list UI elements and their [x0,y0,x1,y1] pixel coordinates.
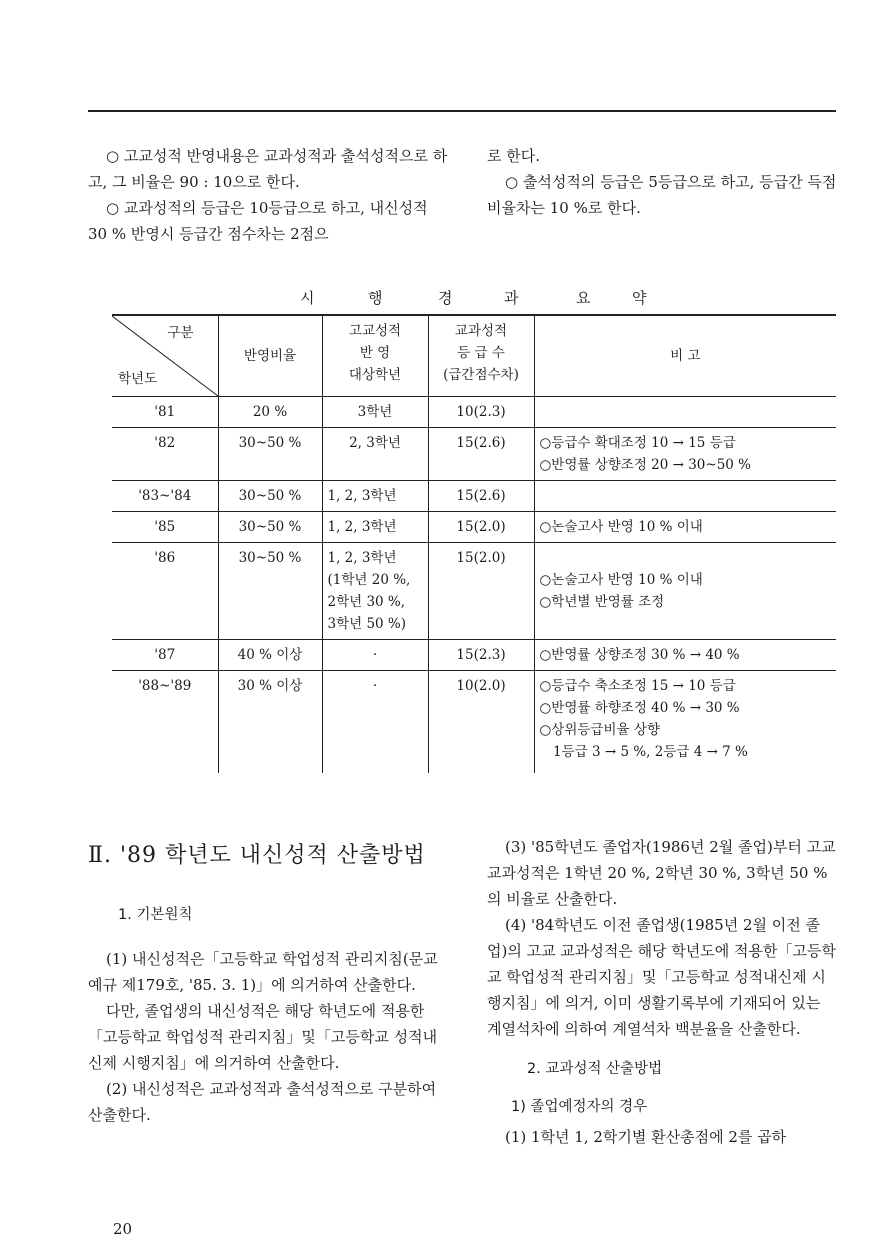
header-gubun: 구분 [167,325,194,341]
top-rule [88,110,836,112]
cell-target: 1, 2, 3학년 [322,481,428,512]
header-line: 반 영 [359,345,391,361]
header-line: 고교성적 [348,323,402,339]
cell-ratio: 30 % 이상 [218,671,322,774]
target-line: (1학년 20 %, [327,572,411,588]
cell-target: 3학년 [322,397,428,428]
cell-target: 1, 2, 3학년 [322,512,428,543]
table-row [112,397,836,428]
note-line: ○반영률 상향조정 30 % → 40 % [539,647,740,663]
subsection-heading: 1) 졸업예정자의 경우 [511,1099,648,1115]
cell-note [534,428,836,481]
cell-year: '86 [112,543,218,640]
cell-grade: 15(2.6) [428,428,534,481]
intro-right-column [487,143,837,221]
header-ratio: 반영비율 [218,315,322,397]
note-line: ○반영률 하향조정 40 % → 30 % [539,700,740,716]
body-paragraph: (2) 내신성적은 교과성적과 출석성적으로 구분하여 산출한다. [88,1080,437,1124]
body-paragraph: (3) '85학년도 졸업자(1986년 2월 졸업)부터 고교 교과성적은 1학년 20 %, 2학년 30 %, 3학년 50 %의 비율로 산출한다. [487,838,836,908]
note-line: 1등급 3 → 5 %, 2등급 4 → 7 % [553,744,748,760]
cell-note [534,512,836,543]
table-title-char: 경 [438,289,455,307]
table-title-char: 요 [576,289,593,307]
left-body-column [88,902,443,1128]
table-row [112,481,836,512]
intro-paragraph: ○ 교과성적의 등급은 10등급으로 하고, 내신성적 30 % 반영시 등급간 점수차는 2점으 [88,199,428,243]
cell-ratio: 30~50 % [218,512,322,543]
note-line: ○논술고사 반영 10 % 이내 [539,519,703,535]
note-line: ○반영률 상향조정 20 → 30~50 % [539,457,752,473]
diagonal-header-cell [112,315,218,397]
cell-ratio: 30~50 % [218,543,322,640]
subsection-heading: 2. 교과성적 산출방법 [527,1061,663,1077]
header-line: 교과성적 [454,323,508,339]
cell-target: 2, 3학년 [322,428,428,481]
cell-grade: 15(2.0) [428,543,534,640]
cell-note [534,640,836,671]
cell-target [322,543,428,640]
cell-year: '88~'89 [112,671,218,774]
note-line: ○상위등급비율 상향 [539,722,660,738]
cell-ratio: 30~50 % [218,481,322,512]
cell-grade: 10(2.0) [428,671,534,774]
note-line: ○학년별 반영률 조정 [539,594,665,610]
note-line: ○등급수 축소조정 15 → 10 등급 [539,678,736,694]
subsection-heading: 1. 기본원칙 [118,907,193,923]
page-number: 20 [113,1220,133,1238]
table-row [112,671,836,774]
cell-grade: 15(2.0) [428,512,534,543]
intro-paragraph: 로 한다. [487,147,541,165]
table-row [112,512,836,543]
cell-year: '82 [112,428,218,481]
intro-paragraph: ○ 고교성적 반영내용은 교과성적과 출석성적으로 하고, 그 비율은 90 : 10으로 한다. [88,147,448,191]
section-title: Ⅱ. '89 학년도 내신성적 산출방법 [88,843,426,868]
table-title-char: 시 [300,289,317,307]
header-line: 대상학년 [348,367,402,383]
table-title-char: 행 [368,289,385,307]
table-title-char: 약 [632,289,649,307]
cell-ratio: 30~50 % [218,428,322,481]
header-remarks: 비 고 [534,315,836,397]
cell-grade: 15(2.3) [428,640,534,671]
body-paragraph: (1) 내신성적은「고등학교 학업성적 관리지침(문교예규 제179호, '85. 3. 1)」에 의거하여 산출한다. [88,950,438,994]
body-paragraph: (4) '84학년도 이전 졸업생(1985년 2월 이전 졸업)의 고교 교과성적은 해당 학년도에 적용한「고등학교 학업성적 관리지침」및「고등학교 성적내신제 시행지침」에 의거, 이미 생활기록부에 기재되어 있는 계열석차에 의하여 계열석차 백분율을 산출한다. [487,916,836,1038]
table-row [112,640,836,671]
table-row [112,428,836,481]
cell-target: · [322,640,428,671]
cell-grade: 10(2.3) [428,397,534,428]
header-year: 학년도 [118,371,158,387]
target-line: 1, 2, 3학년 [327,550,397,566]
cell-note [534,543,836,640]
note-line: ○논술고사 반영 10 % 이내 [539,572,703,588]
cell-note [534,671,836,774]
intro-left-column [88,143,448,247]
table-header-row [112,315,836,397]
target-line: 3학년 50 %) [327,616,407,632]
note-line: ○등급수 확대조정 10 → 15 등급 [539,435,736,451]
table-title-char: 과 [504,289,521,307]
cell-ratio: 20 % [218,397,322,428]
header-grade [428,315,534,397]
header-line: (급간점수차) [443,367,519,383]
target-line: 2학년 30 %, [327,594,406,610]
header-target [322,315,428,397]
cell-year: '81 [112,397,218,428]
cell-target: · [322,671,428,774]
cell-year: '87 [112,640,218,671]
cell-ratio: 40 % 이상 [218,640,322,671]
table-row [112,543,836,640]
cell-note [534,481,836,512]
summary-table [112,314,836,773]
cell-grade: 15(2.6) [428,481,534,512]
cell-year: '85 [112,512,218,543]
body-paragraph: (1) 1학년 1, 2학기별 환산총점에 2를 곱하 [505,1128,787,1146]
body-paragraph: 다만, 졸업생의 내신성적은 해당 학년도에 적용한「고등학교 학업성적 관리지침」및「고등학교 성적내신제 시행지침」에 의거하여 산출한다. [88,1002,438,1072]
intro-paragraph: ○ 출석성적의 등급은 5등급으로 하고, 등급간 득점비율차는 10 %로 한다. [487,173,837,217]
header-line: 등 급 수 [457,345,505,361]
cell-year: '83~'84 [112,481,218,512]
right-body-column [487,834,837,1150]
cell-note [534,397,836,428]
